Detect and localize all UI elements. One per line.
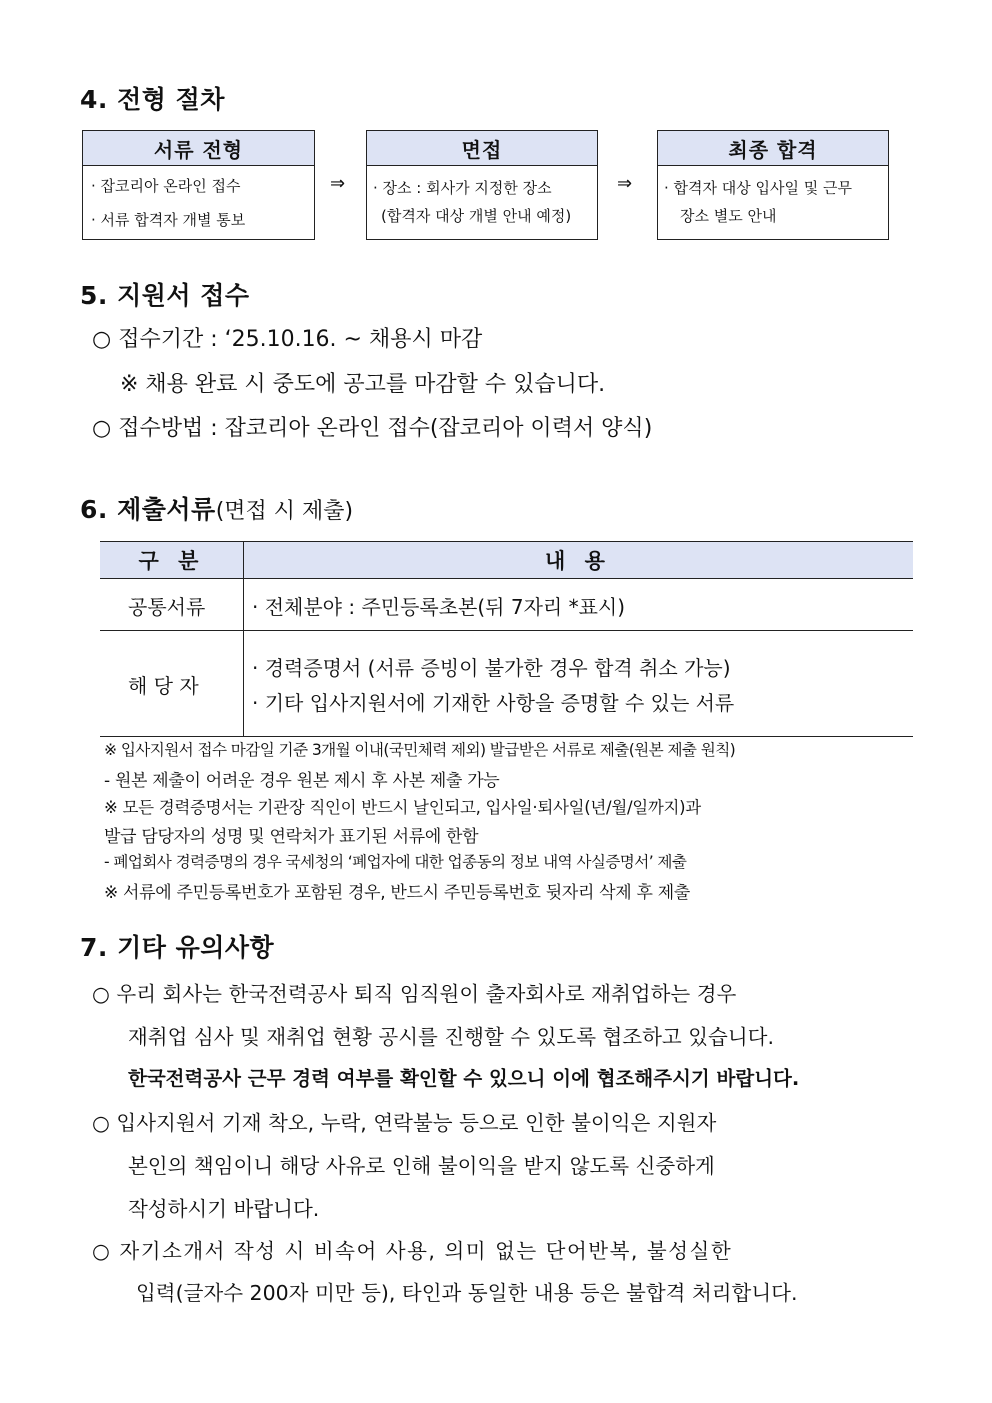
submission-note: 발급 담당자의 성명 및 연락처가 표기된 서류에 한함: [104, 827, 479, 847]
section-6-title-main: 6. 제출서류: [80, 495, 216, 524]
application-period: ○ 접수기간 : ‘25.10.16. ~ 채용시 마감: [92, 327, 483, 352]
notice-paragraph: ○ 입사지원서 기재 착오, 누락, 연락불능 등으로 인한 불이익은 지원자: [92, 1111, 717, 1135]
notice-paragraph: ○ 자기소개서 작성 시 비속어 사용, 의미 없는 단어반복, 불성실한: [92, 1239, 733, 1263]
notice-paragraph: ○ 우리 회사는 한국전력공사 퇴직 임직원이 출자회사로 재취업하는 경우: [92, 982, 737, 1006]
table-row-content: · 기타 입사지원서에 기재한 사항을 증명할 수 있는 서류: [252, 691, 735, 715]
notice-paragraph: 본인의 책임이니 해당 사유로 인해 불이익을 받지 않도록 신중하게: [128, 1154, 715, 1178]
submission-note: ※ 서류에 주민등록번호가 포함된 경우, 반드시 주민등록번호 뒷자리 삭제 후 제출: [104, 883, 690, 903]
step-line: · 장소 : 회사가 지정한 장소: [373, 179, 552, 197]
notice-paragraph-bold: 한국전력공사 근무 경력 여부를 확인할 수 있으니 이에 협조해주시기 바랍니다.: [128, 1067, 800, 1090]
table-row-content: · 경력증명서 (서류 증빙이 불가한 경우 합격 취소 가능): [252, 656, 731, 680]
table-row-label: 공통서류: [128, 595, 206, 619]
table-header-content: 내 용: [243, 541, 913, 579]
step-final-pass: [657, 130, 889, 240]
table-header-category: 구 분: [100, 541, 243, 579]
submission-note: ※ 모든 경력증명서는 기관장 직인이 반드시 날인되고, 입사일·퇴사일(년/월/일까지)과: [104, 798, 701, 817]
step-title: 최종 합격: [658, 131, 888, 166]
notice-paragraph: 입력(글자수 200자 미만 등), 타인과 동일한 내용 등은 불합격 처리합니다.: [136, 1281, 798, 1305]
step-line: 장소 별도 안내: [680, 207, 777, 225]
section-4-title: 4. 전형 절차: [80, 85, 225, 114]
submission-note: - 폐업회사 경력증명의 경우 국세청의 ‘폐업자에 대한 업종동의 정보 내역 사실증명서’ 제출: [104, 853, 687, 871]
arrow-icon: ⇒: [330, 173, 346, 194]
step-line: (합격자 대상 개별 안내 예정): [381, 207, 572, 225]
step-document-screening: [82, 130, 315, 240]
table-divider: [243, 541, 244, 736]
table-bottom-border: [100, 736, 913, 737]
section-5-title: 5. 지원서 접수: [80, 281, 250, 310]
submission-note: ※ 입사지원서 접수 마감일 기준 3개월 이내(국민체력 제외) 발급받은 서류로 제출(원본 제출 원칙): [104, 741, 736, 759]
step-title: 면접: [367, 131, 597, 166]
section-7-title: 7. 기타 유의사항: [80, 933, 275, 962]
step-title: 서류 전형: [83, 131, 314, 166]
table-row-content: · 전체분야 : 주민등록초본(뒤 7자리 *표시): [252, 595, 626, 619]
application-method: ○ 접수방법 : 잡코리아 온라인 접수(잡코리아 이력서 양식): [92, 416, 653, 441]
period-note: ※ 채용 완료 시 중도에 공고를 마감할 수 있습니다.: [120, 372, 606, 397]
section-6-title-sub: (면접 시 제출): [215, 499, 354, 524]
table-row-label: 해 당 자: [128, 674, 199, 698]
notice-paragraph: 재취업 심사 및 재취업 현황 공시를 진행할 수 있도록 협조하고 있습니다.: [128, 1025, 774, 1049]
notice-paragraph: 작성하시기 바랍니다.: [128, 1197, 320, 1221]
arrow-icon: ⇒: [617, 173, 633, 194]
step-line: · 잡코리아 온라인 접수: [91, 177, 241, 195]
step-line: · 서류 합격자 개별 통보: [91, 211, 246, 229]
step-line: · 합격자 대상 입사일 및 근무: [664, 179, 852, 197]
table-row-divider: [100, 630, 913, 631]
submission-note: - 원본 제출이 어려운 경우 원본 제시 후 사본 제출 가능: [104, 771, 500, 791]
step-interview: [366, 130, 598, 240]
section-6-title: [80, 490, 353, 526]
